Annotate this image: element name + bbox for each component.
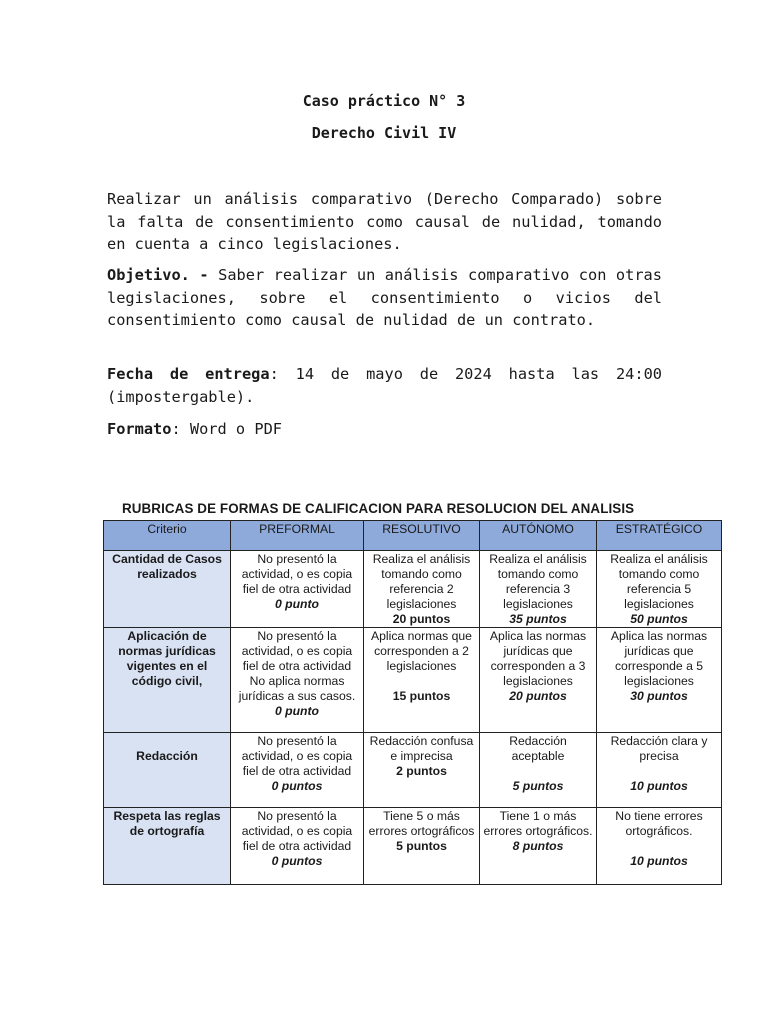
cell-description: Redacción aceptable — [509, 734, 567, 763]
cell-score: 10 puntos — [630, 779, 688, 793]
cell-score: 5 puntos — [396, 839, 447, 853]
criterion-label: Redacción — [136, 749, 198, 763]
criterion-cell: Aplicación de normas jurídicas vigentes en el código civil, — [104, 628, 231, 733]
cell-description: Redacción clara y precisa — [610, 734, 708, 763]
cell-score: 0 puntos — [271, 779, 323, 793]
objective-label: Objetivo. - — [107, 266, 209, 284]
cell-description: Aplica las normas jurídicas que corresponde a 5 legislaciones — [610, 629, 708, 688]
preformal-cell — [231, 551, 364, 628]
cell-score: 50 puntos — [630, 612, 688, 626]
cell-description: No tiene errores ortográficos. — [615, 809, 703, 838]
preformal-cell — [231, 628, 364, 733]
cell-description: No presentó la actividad, o es copia fiel de otra actividad — [241, 734, 353, 778]
cell-description: No presentó la actividad, o es copia fiel de otra actividad — [241, 809, 353, 853]
cell-description: Realiza el análisis tomando como referencia 2 legislaciones — [372, 552, 471, 611]
resolutivo-cell — [364, 628, 480, 733]
due-date-label: Fecha de entrega — [107, 365, 270, 383]
criterion-cell — [104, 733, 231, 808]
autonomo-cell — [480, 808, 597, 885]
cell-description: Redacción confusa e imprecisa — [369, 734, 474, 763]
table-header-row — [104, 521, 722, 551]
cell-score: 20 puntos — [392, 612, 451, 626]
cell-description: Realiza el análisis tomando como referencia 3 legislaciones — [489, 552, 587, 611]
due-date-text: : 14 de mayo de 2024 hasta las 24:00 (impostergable). — [107, 365, 662, 406]
estrategico-cell — [597, 733, 722, 808]
objective-paragraph — [107, 264, 662, 332]
header-preformal: PREFORMAL — [231, 521, 364, 551]
cell-description: No presentó la actividad, o es copia fiel de otra actividad — [241, 552, 353, 596]
cell-description: Tiene 1 o más errores ortográficos. — [483, 809, 593, 838]
format-paragraph — [107, 418, 662, 441]
intro-paragraph: Realizar un análisis comparativo (Derecho Comparado) sobre la falta de consentimiento como causal de nulidad, tomando en cuenta a cinco legislaciones. — [107, 190, 662, 253]
criterion-cell: Cantidad de Casos realizados — [104, 551, 231, 628]
autonomo-cell — [480, 628, 597, 733]
cell-score: 8 puntos — [512, 839, 564, 853]
header-resolutivo: RESOLUTIVO — [364, 521, 480, 551]
estrategico-cell — [597, 808, 722, 885]
rubric-title: RUBRICAS DE FORMAS DE CALIFICACION PARA RESOLUCION DEL ANALISIS — [122, 501, 635, 516]
cell-score: 5 puntos — [512, 779, 564, 793]
page-title: Caso práctico N° 3 — [302, 92, 466, 110]
resolutivo-cell — [364, 551, 480, 628]
due-date-paragraph — [107, 363, 662, 408]
cell-description: Tiene 5 o más errores ortográficos — [368, 809, 475, 838]
preformal-cell — [231, 808, 364, 885]
cell-score: 20 puntos — [509, 689, 567, 703]
format-label: Formato — [107, 420, 172, 438]
cell-score: 0 puntos — [271, 854, 323, 868]
cell-score: 30 puntos — [630, 689, 688, 703]
cell-score: 10 puntos — [630, 854, 688, 868]
table-row — [104, 551, 722, 628]
resolutivo-cell — [364, 733, 480, 808]
page-subtitle: Derecho Civil IV — [311, 124, 457, 142]
cell-score: 0 punto — [274, 704, 319, 718]
estrategico-cell — [597, 628, 722, 733]
cell-score: 2 puntos — [396, 764, 447, 778]
header-estrategico: ESTRATÉGICO — [597, 521, 722, 551]
table-row — [104, 628, 722, 733]
cell-description: Aplica normas que corresponden a 2 legislaciones — [371, 629, 472, 673]
criterion-cell: Respeta las reglas de ortografía — [104, 808, 231, 885]
cell-score: 0 punto — [274, 597, 319, 611]
cell-description: No presentó la actividad, o es copia fiel de otra actividad No aplica normas jurídicas a sus casos. — [238, 629, 356, 703]
cell-score: 15 puntos — [392, 689, 451, 703]
format-text: : Word o PDF — [171, 420, 282, 438]
autonomo-cell — [480, 551, 597, 628]
cell-score: 35 puntos — [509, 612, 567, 626]
table-row — [104, 733, 722, 808]
preformal-cell — [231, 733, 364, 808]
cell-description: Aplica las normas jurídicas que corresponden a 3 legislaciones — [489, 629, 587, 688]
estrategico-cell — [597, 551, 722, 628]
cell-description: Realiza el análisis tomando como referencia 5 legislaciones — [610, 552, 708, 611]
header-autonomo: AUTÓNOMO — [480, 521, 597, 551]
autonomo-cell — [480, 733, 597, 808]
table-row — [104, 808, 722, 885]
rubric-table — [103, 520, 722, 885]
objective-text: Saber realizar un análisis comparativo con otras legislaciones, sobre el consentimiento o vicios del consentimiento como causal de nulidad de un contrato. — [107, 266, 662, 329]
header-criterio: Criterio — [104, 521, 231, 551]
resolutivo-cell — [364, 808, 480, 885]
